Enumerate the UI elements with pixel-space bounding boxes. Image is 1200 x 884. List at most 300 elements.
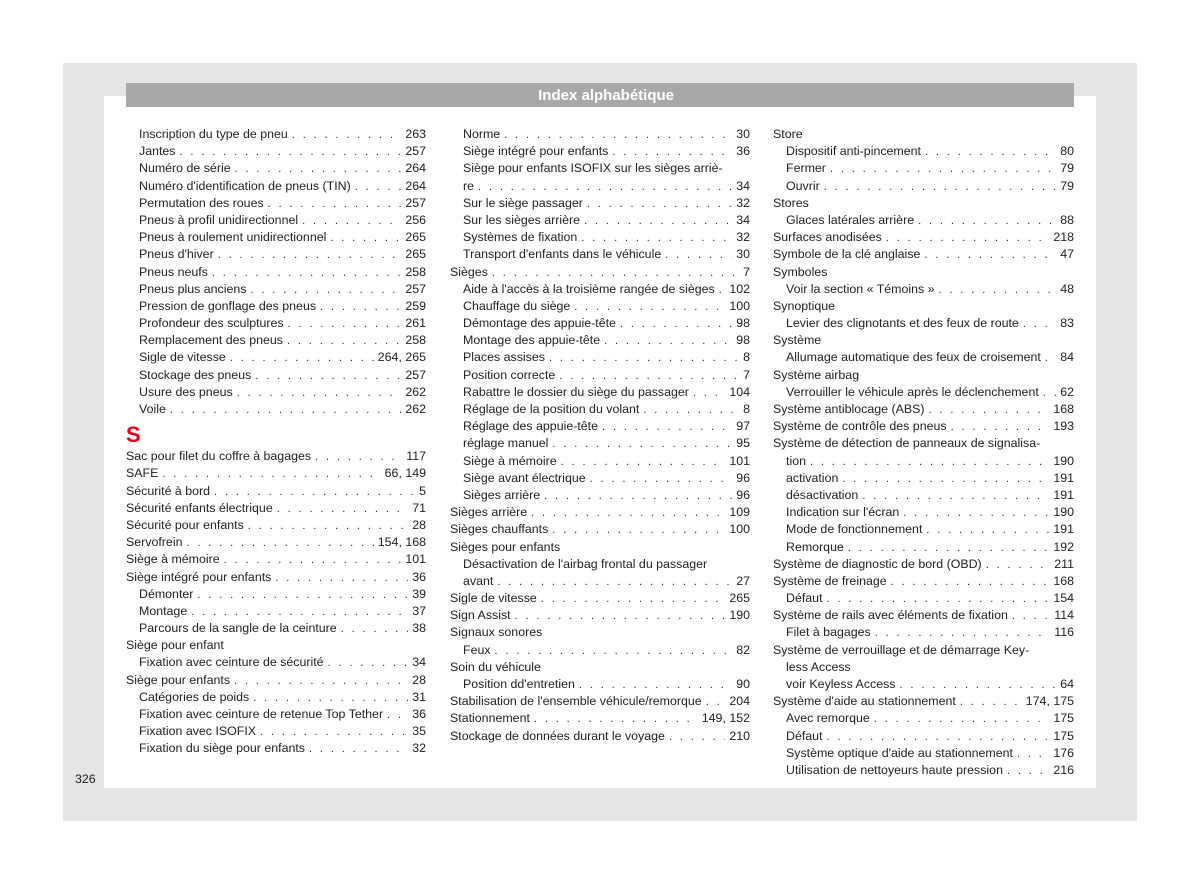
entry-page-number[interactable]: 32 [736, 230, 750, 245]
index-entry [773, 418, 1074, 435]
index-entry [450, 693, 750, 710]
index-subentry [773, 315, 1074, 332]
entry-page-number[interactable]: 262 [405, 402, 426, 416]
entry-page-number[interactable]: 71 [412, 500, 426, 515]
index-column-1 [126, 126, 426, 758]
dot-leader [574, 299, 725, 316]
index-entry [126, 448, 426, 465]
dot-leader [891, 574, 1050, 591]
entry-label: Rabattre le dossier du siège du passager [463, 384, 689, 399]
dot-leader [1043, 385, 1056, 402]
entry-label: Désactivation de l'airbag frontal du passager [463, 556, 708, 571]
entry-label: Démontage des appuie-tête [463, 316, 616, 331]
entry-page-number[interactable]: 265 [729, 591, 750, 606]
index-entry [126, 517, 426, 534]
entry-page-number[interactable]: 8 [743, 350, 750, 365]
entry-page-number[interactable]: 98 [736, 316, 750, 331]
entry-label: Fixation du siège pour enfants [139, 741, 306, 756]
entry-page-number[interactable]: 264 [405, 178, 426, 193]
index-entry [450, 659, 750, 676]
entry-page-number[interactable]: 36 [412, 707, 426, 721]
entry-page-number[interactable]: 5 [419, 483, 426, 498]
entry-label: Pneus à profil unidirectionnel [139, 212, 299, 227]
entry-page-number[interactable]: 7 [743, 367, 750, 382]
entry-page-number[interactable]: 109 [729, 505, 750, 520]
entry-page-number[interactable]: 168 [1053, 573, 1074, 588]
entry-label: Signaux sonores [450, 625, 543, 640]
index-subentry [773, 521, 1074, 538]
dot-leader [903, 505, 1049, 522]
index-entry [450, 624, 750, 641]
index-subentry [773, 178, 1074, 195]
dot-leader [162, 466, 380, 483]
dot-leader [253, 690, 408, 707]
entry-page-number[interactable]: 218 [1053, 230, 1074, 245]
index-entry [773, 229, 1074, 246]
entry-page-number[interactable]: 259 [405, 298, 426, 313]
entry-page-number[interactable]: 98 [736, 333, 750, 348]
index-entry [773, 435, 1074, 452]
entry-page-number[interactable]: 258 [405, 264, 426, 279]
entry-label: Indication sur l'écran [786, 505, 900, 520]
dot-leader [669, 729, 725, 746]
entry-label: Système antiblocage (ABS) [773, 402, 925, 416]
entry-label: Siège intégré pour enfants [126, 569, 272, 584]
dot-leader [534, 711, 698, 728]
entry-label: Réglage de la position du volant [463, 402, 640, 416]
dot-leader [590, 471, 733, 488]
entry-label: Sign Assist [450, 608, 511, 623]
section-header [126, 83, 1074, 107]
index-entry [126, 465, 426, 482]
entry-label: Système de détection de panneaux de signalisa- [773, 436, 1041, 451]
entry-label: Fixation avec ISOFIX [139, 724, 257, 739]
index-subentry [450, 229, 750, 246]
index-subentry [450, 367, 750, 384]
index-subentry [450, 642, 750, 659]
entry-page-number[interactable]: 175 [1053, 711, 1074, 726]
dot-leader [320, 299, 401, 316]
entry-page-number[interactable]: 34 [736, 212, 750, 227]
entry-label: Position correcte [463, 367, 556, 382]
index-subentry [450, 298, 750, 315]
entry-page-number[interactable]: 154, 168 [377, 535, 426, 550]
entry-label: Sièges pour enfants [450, 539, 561, 554]
entry-page-number[interactable]: 104 [729, 384, 750, 399]
index-subentry [126, 195, 426, 212]
entry-page-number[interactable]: 36 [736, 144, 750, 159]
index-subentry [773, 745, 1074, 762]
entry-label: Système de diagnostic de bord (OBD) [773, 556, 982, 571]
dot-leader [924, 247, 1056, 264]
entry-label: Allumage automatique des feux de croisement [786, 350, 1041, 365]
index-entry [450, 728, 750, 745]
entry-page-number[interactable]: 261 [405, 316, 426, 331]
entry-page-number[interactable]: 262 [405, 384, 426, 399]
dot-leader [875, 625, 1051, 642]
index-entry [773, 693, 1074, 710]
dot-leader [260, 724, 408, 741]
entry-page-number[interactable]: 38 [412, 621, 426, 636]
entry-label: Sécurité à bord [126, 483, 211, 498]
index-subentry [450, 470, 750, 487]
entry-page-number[interactable]: 101 [405, 552, 426, 567]
entry-page-number[interactable]: 88 [1060, 212, 1074, 227]
index-subentry [773, 143, 1074, 160]
entry-page-number[interactable]: 176 [1053, 745, 1074, 760]
index-subentry [773, 453, 1074, 470]
entry-page-number[interactable]: 79 [1060, 178, 1074, 193]
entry-page-number[interactable]: 211 [1054, 556, 1074, 571]
index-entry [450, 590, 750, 607]
entry-label: Transport d'enfants dans le véhicule [463, 247, 662, 262]
entry-page-number[interactable]: 47 [1060, 247, 1074, 262]
entry-page-number[interactable]: 34 [736, 178, 750, 193]
index-subentry [450, 160, 750, 177]
entry-page-number[interactable]: 216 [1053, 762, 1074, 777]
entry-label: Norme [463, 127, 501, 141]
dot-leader [602, 419, 732, 436]
entry-page-number[interactable]: 116 [1054, 625, 1074, 640]
entry-label: Sièges arrière [450, 505, 528, 520]
entry-label: Pneus d'hiver [139, 247, 214, 262]
entry-page-number[interactable]: 31 [412, 689, 426, 704]
entry-page-number[interactable]: 83 [1060, 316, 1074, 331]
entry-label: Sac pour filet du coffre à bagages [126, 449, 312, 464]
entry-page-number[interactable]: 95 [736, 436, 750, 451]
entry-page-number[interactable]: 263 [405, 127, 426, 141]
entry-label: Siège pour enfants [126, 672, 231, 687]
index-subentry [126, 603, 426, 620]
entry-page-number[interactable]: 190 [1053, 453, 1074, 468]
entry-page-number[interactable]: 36 [412, 569, 426, 584]
dot-leader [328, 655, 409, 672]
dot-leader [929, 402, 1050, 419]
index-subentry [450, 178, 750, 195]
entry-page-number[interactable]: 39 [412, 586, 426, 601]
dot-leader [302, 213, 401, 230]
index-entry [450, 521, 750, 538]
dot-leader [874, 711, 1050, 728]
index-subentry [126, 740, 426, 757]
dot-leader [268, 196, 402, 213]
entry-page-number[interactable]: 264 [405, 161, 426, 176]
entry-label: Places assises [463, 350, 545, 365]
entry-page-number[interactable]: 256 [405, 212, 426, 227]
entry-page-number[interactable]: 257 [405, 195, 426, 210]
entry-page-number[interactable]: 8 [743, 402, 750, 416]
index-subentry [773, 624, 1074, 641]
entry-label: Stockage des pneus [139, 367, 252, 382]
entry-label: Chauffage du siège [463, 298, 571, 313]
entry-page-number[interactable]: 210 [729, 728, 750, 743]
entry-label: Système [773, 333, 822, 348]
index-subentry [450, 573, 750, 590]
dot-leader [886, 230, 1049, 247]
dot-leader [515, 608, 726, 625]
dot-leader [810, 454, 1049, 471]
dot-leader [315, 449, 402, 466]
index-subentry [126, 384, 426, 401]
index-subentry [450, 143, 750, 160]
entry-page-number[interactable]: 192 [1053, 539, 1074, 554]
index-entry [450, 607, 750, 624]
dot-leader [224, 552, 402, 569]
index-entry [773, 298, 1074, 315]
entry-label: Défaut [786, 728, 823, 743]
index-entry [773, 573, 1074, 590]
entry-label: Fermer [786, 161, 826, 176]
entry-label: Avec remorque [786, 711, 870, 726]
dot-leader [552, 522, 725, 539]
dot-leader [186, 535, 373, 552]
dot-leader [277, 501, 408, 518]
entry-page-number[interactable]: 191 [1053, 487, 1074, 502]
entry-label: Pneus à roulement unidirectionnel [139, 230, 327, 245]
entry-label: Système de verrouillage et de démarrage Key- [773, 642, 1030, 657]
entry-page-number[interactable]: 102 [729, 281, 750, 296]
entry-page-number[interactable]: 97 [736, 419, 750, 434]
entry-label: Filet à bagages [786, 625, 871, 640]
entry-label: re [463, 178, 475, 193]
entry-label: Système d'aide au stationnement [773, 694, 956, 709]
index-subentry [126, 706, 426, 723]
index-subentry [126, 620, 426, 637]
dot-leader [706, 694, 726, 711]
entry-label: Démonter [139, 586, 194, 601]
dot-leader [492, 265, 739, 282]
entry-label: Ouvrir [786, 178, 820, 193]
dot-leader [255, 368, 401, 385]
entry-page-number[interactable]: 100 [729, 298, 750, 313]
entry-page-number[interactable]: 82 [736, 642, 750, 657]
dot-leader [587, 196, 732, 213]
entry-page-number[interactable]: 90 [736, 677, 750, 691]
index-entry [773, 367, 1074, 384]
dot-leader [478, 179, 732, 196]
index-subentry [126, 349, 426, 366]
entry-page-number[interactable]: 149, 152 [701, 711, 750, 726]
entry-label: Symbole de la clé anglaise [773, 247, 921, 262]
index-subentry [450, 212, 750, 229]
entry-page-number[interactable]: 28 [412, 672, 426, 687]
entry-page-number[interactable]: 265 [405, 230, 426, 245]
index-entry [126, 637, 426, 654]
index-entry [126, 569, 426, 586]
entry-label: Catégories de poids [139, 689, 250, 704]
entry-page-number[interactable]: 168 [1053, 402, 1074, 416]
entry-page-number[interactable]: 154 [1053, 591, 1074, 606]
entry-page-number[interactable]: 265 [405, 247, 426, 262]
entry-page-number[interactable]: 30 [736, 247, 750, 262]
entry-page-number[interactable]: 30 [736, 127, 750, 141]
entry-page-number[interactable]: 34 [412, 655, 426, 670]
entry-page-number[interactable]: 191 [1053, 522, 1074, 537]
entry-page-number[interactable]: 48 [1060, 281, 1074, 296]
dot-leader [218, 247, 402, 264]
index-entry [126, 483, 426, 500]
dot-leader [237, 385, 402, 402]
entry-page-number[interactable]: 204 [729, 694, 750, 709]
entry-label: Siège avant électrique [463, 470, 586, 485]
index-subentry [126, 281, 426, 298]
index-entry [450, 504, 750, 521]
entry-label: Stabilisation de l'ensemble véhicule/remorque [450, 694, 702, 709]
entry-page-number[interactable]: 35 [412, 724, 426, 739]
entry-page-number[interactable]: 114 [1054, 608, 1074, 623]
entry-page-number[interactable]: 96 [736, 487, 750, 502]
index-subentry [126, 315, 426, 332]
dot-leader [559, 368, 739, 385]
entry-page-number[interactable]: 257 [405, 144, 426, 159]
dot-leader [827, 591, 1050, 608]
dot-leader [230, 350, 374, 367]
index-subentry [450, 384, 750, 401]
dot-leader [355, 179, 402, 196]
entry-label: Aide à l'accès à la troisième rangée de sièges [463, 281, 715, 296]
dot-leader [900, 677, 1057, 694]
page-number: 326 [75, 772, 96, 786]
index-entry [126, 534, 426, 551]
index-subentry [126, 689, 426, 706]
index-subentry [126, 723, 426, 740]
entry-page-number[interactable]: 62 [1060, 384, 1074, 399]
dot-leader [925, 144, 1056, 161]
dot-leader [544, 488, 732, 505]
dot-leader [612, 144, 732, 161]
dot-leader [830, 161, 1056, 178]
dot-leader [1023, 316, 1056, 333]
index-entry [773, 195, 1074, 212]
entry-label: Sièges [450, 264, 488, 279]
entry-page-number[interactable]: 258 [405, 333, 426, 348]
dot-leader [495, 643, 733, 660]
entry-label: Systèmes de fixation [463, 230, 578, 245]
entry-label: Sigle de vitesse [139, 350, 226, 365]
index-subentry [126, 332, 426, 349]
dot-leader [531, 505, 725, 522]
entry-page-number[interactable]: 84 [1060, 350, 1074, 365]
entry-label: Sigle de vitesse [450, 591, 537, 606]
dot-leader [862, 488, 1049, 505]
entry-label: Système de contrôle des pneus [773, 419, 947, 434]
dot-leader [387, 707, 408, 724]
entry-label: Sécurité enfants électrique [126, 500, 273, 515]
entry-page-number[interactable]: 191 [1053, 470, 1074, 485]
dot-leader [330, 230, 401, 247]
index-entry [450, 539, 750, 556]
dot-leader [719, 282, 726, 299]
entry-page-number[interactable]: 257 [405, 367, 426, 382]
dot-leader [842, 471, 1049, 488]
entry-page-number[interactable]: 32 [412, 741, 426, 756]
index-subentry [773, 590, 1074, 607]
dot-leader [212, 265, 401, 282]
entry-page-number[interactable]: 7 [743, 264, 750, 279]
entry-label: Fixation avec ceinture de retenue Top Tether [139, 707, 384, 721]
entry-page-number[interactable]: 101 [729, 453, 750, 468]
index-subentry [450, 281, 750, 298]
entry-page-number[interactable]: 64 [1060, 677, 1074, 691]
entry-page-number[interactable]: 193 [1053, 419, 1074, 434]
index-subentry [773, 504, 1074, 521]
entry-page-number[interactable]: 100 [729, 522, 750, 537]
entry-page-number[interactable]: 190 [1053, 505, 1074, 520]
index-subentry [126, 178, 426, 195]
entry-label: Levier des clignotants et des feux de route [786, 316, 1019, 331]
entry-page-number[interactable]: 79 [1060, 161, 1074, 176]
entry-page-number[interactable]: 32 [736, 195, 750, 210]
entry-label: Feux [463, 642, 491, 657]
entry-label: Voir la section « Témoins » [786, 281, 935, 296]
entry-page-number[interactable]: 190 [729, 608, 750, 623]
index-subentry [773, 212, 1074, 229]
entry-page-number[interactable]: 257 [405, 281, 426, 296]
entry-label: Montage des appuie-tête [463, 333, 601, 348]
dot-leader [827, 729, 1050, 746]
entry-page-number[interactable]: 117 [406, 449, 426, 464]
index-subentry [773, 349, 1074, 366]
index-subentry [126, 264, 426, 281]
entry-label: SAFE [126, 466, 159, 481]
dot-leader [250, 282, 401, 299]
dot-leader [918, 213, 1056, 230]
entry-page-number[interactable]: 66, 149 [384, 466, 426, 481]
index-subentry [126, 126, 426, 143]
entry-label: less Access [786, 659, 851, 674]
dot-leader [848, 540, 1049, 557]
entry-label: Soin du véhicule [450, 659, 541, 674]
entry-label: Remorque [786, 539, 844, 554]
entry-label: Siège intégré pour enfants [463, 144, 609, 159]
dot-leader [1017, 746, 1049, 763]
dot-leader [620, 316, 732, 333]
entry-page-number[interactable]: 96 [736, 470, 750, 485]
dot-leader [497, 574, 732, 591]
entry-label: Pression de gonflage des pneus [139, 298, 317, 313]
entry-label: Défaut [786, 591, 823, 606]
entry-label: Siège à mémoire [463, 453, 557, 468]
entry-page-number[interactable]: 175 [1053, 728, 1074, 743]
entry-page-number[interactable]: 27 [736, 573, 750, 588]
dot-leader [1012, 608, 1050, 625]
entry-page-number[interactable]: 174, 175 [1025, 694, 1074, 709]
index-entry [773, 332, 1074, 349]
entry-label: tion [786, 453, 806, 468]
dot-leader [951, 419, 1050, 436]
index-subentry [450, 349, 750, 366]
index-entry [773, 401, 1074, 418]
index-entry [773, 246, 1074, 263]
entry-label: Sécurité pour enfants [126, 517, 244, 532]
entry-page-number[interactable]: 80 [1060, 144, 1074, 159]
index-subentry [450, 556, 750, 573]
index-subentry [773, 487, 1074, 504]
entry-page-number[interactable]: 37 [412, 603, 426, 618]
entry-label: Jantes [139, 144, 176, 159]
page-title: Index alphabétique [538, 87, 674, 104]
index-entry [126, 500, 426, 517]
dot-leader [579, 677, 732, 694]
index-subentry [773, 659, 1074, 676]
entry-page-number[interactable]: 264, 265 [377, 350, 426, 365]
entry-label: Stores [773, 195, 809, 210]
entry-label: Sièges chauffants [450, 522, 549, 537]
entry-page-number[interactable]: 28 [412, 517, 426, 532]
dot-leader [191, 604, 408, 621]
dot-leader [960, 694, 1022, 711]
entry-label: Permutation des roues [139, 195, 264, 210]
